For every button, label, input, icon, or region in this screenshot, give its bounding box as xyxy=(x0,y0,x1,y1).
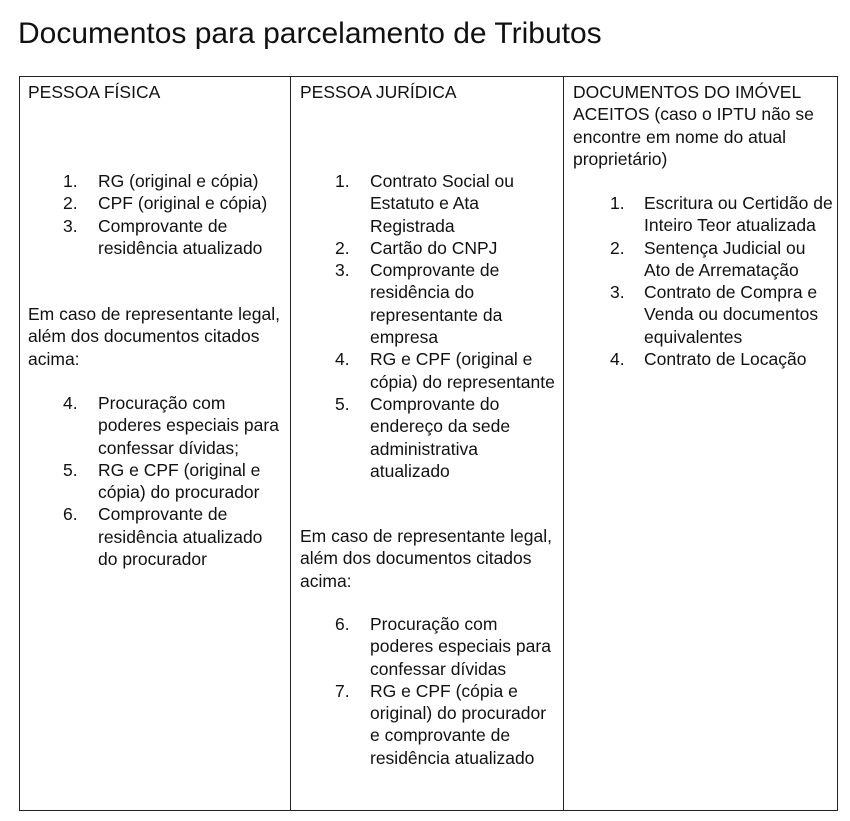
document-list xyxy=(300,170,559,482)
list-item: 4. RG e CPF (original e cópia) do representante xyxy=(335,349,555,392)
list-item: 2. Sentença Judicial ou Ato de Arrematação xyxy=(610,237,806,280)
document-list xyxy=(28,170,286,259)
representative-document-list xyxy=(28,392,286,570)
column-header: DOCUMENTOS DO IMÓVEL ACEITOS (caso o IPTU não se encontre em nome do atual proprietário) xyxy=(573,82,814,169)
representative-note: Em caso de representante legal, além dos documentos citados acima: xyxy=(300,526,552,591)
list-item: 1. RG (original e cópia) xyxy=(63,171,259,191)
column-header: PESSOA FÍSICA xyxy=(28,82,161,102)
list-item: 6. Procuração com poderes especiais para confessar dívidas xyxy=(335,614,551,679)
column-header: PESSOA JURÍDICA xyxy=(300,82,457,102)
representative-note: Em caso de representante legal, além dos documentos citados acima: xyxy=(28,304,280,369)
page-title: Documentos para parcelamento de Tributos xyxy=(18,17,602,50)
list-item: 5. RG e CPF (original e cópia) do procurador xyxy=(63,459,261,503)
list-item: 4. Contrato de Locação xyxy=(610,349,807,370)
list-item: 3. Contrato de Compra e Venda ou documentos equivalentes xyxy=(610,282,819,347)
list-item: 7. RG e CPF (cópia e original) do procurador e comprovante de residência atualizado xyxy=(335,680,547,768)
documents-table xyxy=(19,76,838,811)
list-item: 2. CPF (original e cópia) xyxy=(63,193,268,214)
list-item: 5. Comprovante do endereço da sede administrativa atualizado xyxy=(335,393,511,481)
representative-document-list xyxy=(300,613,559,769)
list-item: 3. Comprovante de residência atualizado xyxy=(63,215,263,258)
list-item: 6. Comprovante de residência atualizado do procurador xyxy=(63,504,263,570)
column-pessoa-fisica xyxy=(20,77,291,810)
list-item: 3. Comprovante de residência do representante da empresa xyxy=(335,260,503,348)
column-pessoa-juridica xyxy=(291,77,564,810)
list-item: 2. Cartão do CNPJ xyxy=(335,237,498,258)
list-item: 4. Procuração com poderes especiais para confessar dívidas; xyxy=(63,393,279,458)
list-item: 1. Contrato Social ou Estatuto e Ata Registrada xyxy=(335,171,514,236)
list-item: 1. Escritura ou Certidão de Inteiro Teor atualizada xyxy=(610,193,833,236)
column-documentos-imovel xyxy=(564,77,837,810)
document-list xyxy=(573,192,835,370)
